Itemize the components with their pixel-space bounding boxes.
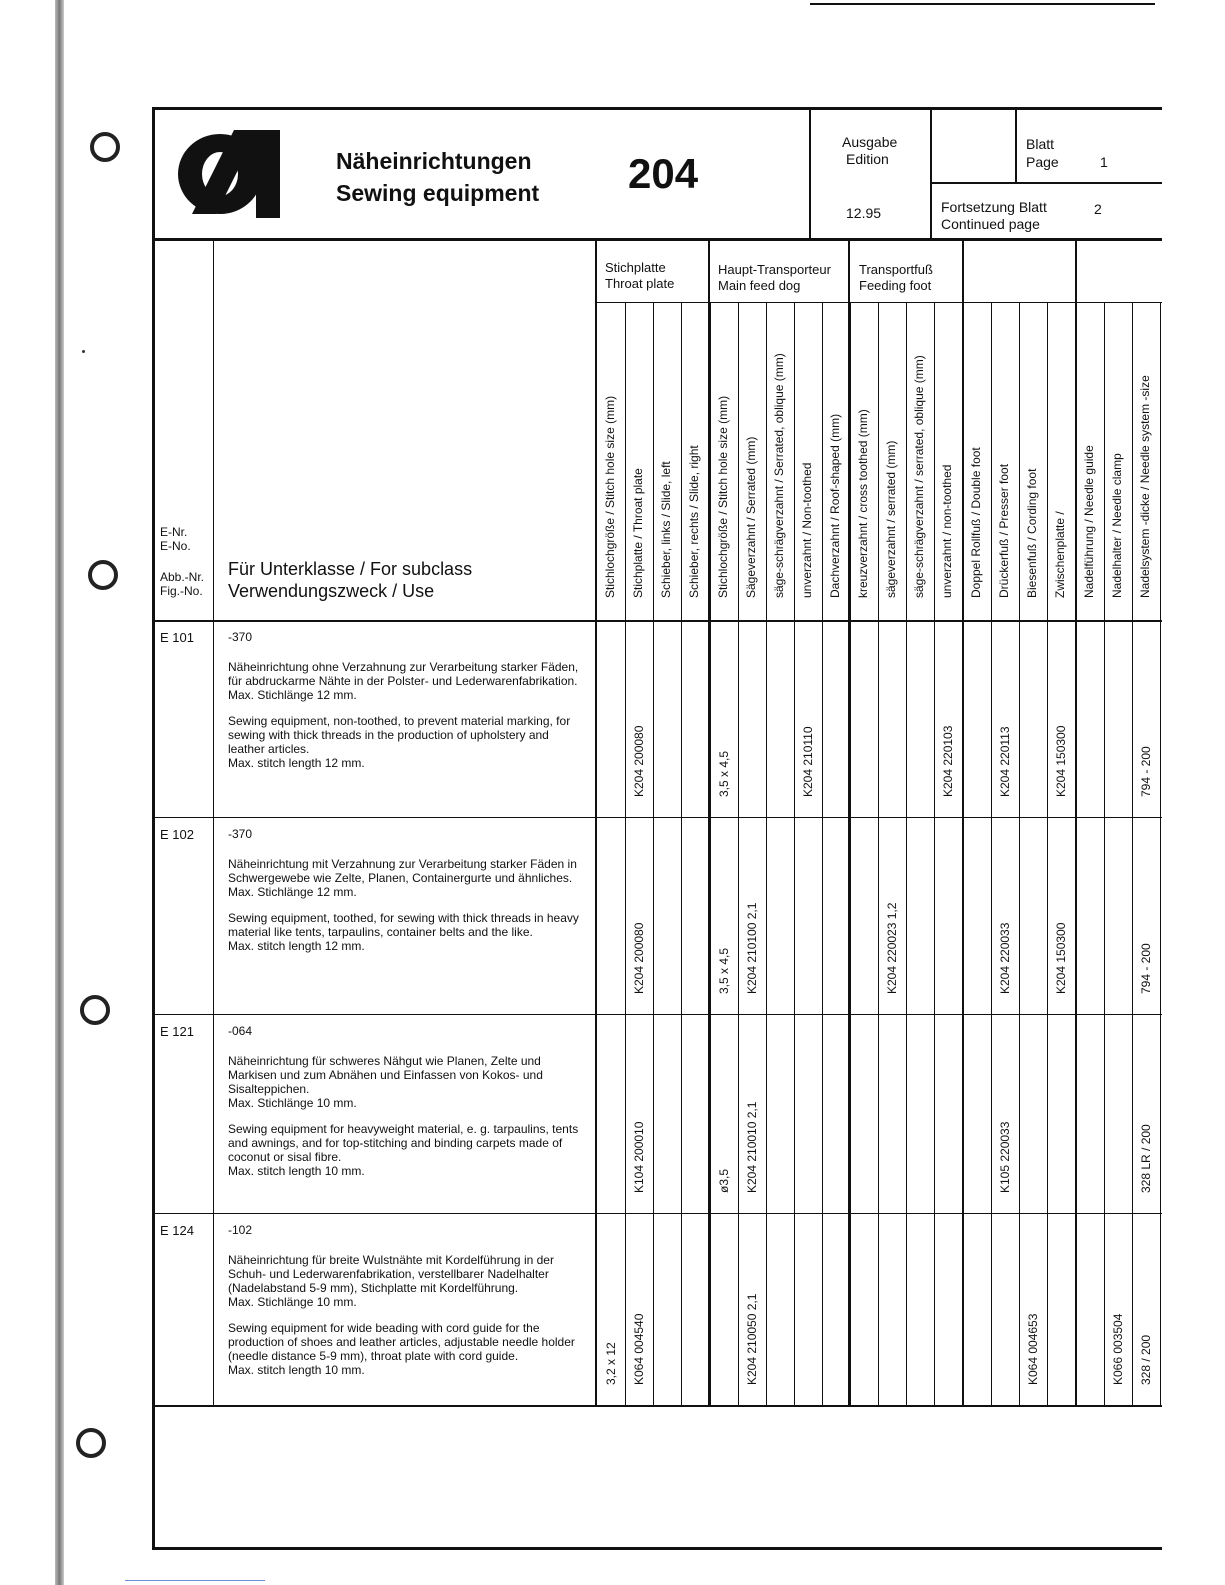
punch-hole [76,1428,106,1458]
row-divider [152,817,1162,818]
cell-value: K204 220033 [998,922,1012,994]
column-line [681,302,682,1405]
column-label: sägeverzahnt / serrated (mm) [884,440,898,598]
company-logo-icon [172,122,290,222]
column-label: Biesenfuß / Cording foot [1025,468,1039,598]
column-line [850,302,851,1405]
cell-value: K104 200010 [632,1121,646,1193]
cell-value: 328 LR / 200 [1139,1124,1153,1193]
column-line [1076,302,1077,1405]
row-text-de: Näheinrichtung für schweres Nähgut wie Planen, Zelte und Markisen und zum Abnähen und Einfassen von Kokos- und Sisalteppichen. [228,1054,543,1096]
group-label-en: Feeding foot [859,278,932,293]
row-description [228,1223,583,1377]
punch-hole [80,995,110,1025]
page-value: 1 [1100,154,1108,170]
column-label: säge-schrägverzahnt / serrated, oblique (mm) [912,355,926,598]
col-divider [595,240,597,1405]
row-len-de: Max. Stichlänge 12 mm. [228,688,357,702]
bottom-edge-line [125,1580,265,1581]
row-text-en: Sewing equipment, non-toothed, to prevent material marking, for sewing with thick threads in the production of upholstery and leather articles. [228,714,571,756]
column-line [1104,302,1105,1405]
punch-hole [90,132,120,162]
row-subclass: -064 [228,1024,253,1038]
column-line [934,302,935,1405]
abb-label-de: Abb.-Nr. [160,570,205,584]
row-subclass: -370 [228,630,253,644]
group-label-de: Haupt-Transporteur [718,262,831,277]
column-line [963,302,964,1405]
column-label: kreuzverzahnt / cross toothed (mm) [856,409,870,598]
scan-speck [82,350,85,353]
column-label: Nadelsystem -dicke / Needle system -size [1138,375,1152,598]
group-feeding-foot [859,262,933,294]
cell-value: K204 220103 [941,725,955,797]
row-id: E 121 [160,1024,194,1039]
row-len-de: Max. Stichlänge 10 mm. [228,1096,357,1110]
row-text-de: Näheinrichtung mit Verzahnung zur Verarbeitung starker Fäden in Schwergewebe wie Zelte, Planen, Containergurte und ähnliches. [228,857,577,885]
table-bottom [152,1405,1162,1407]
header-divider [930,107,932,239]
row-len-en: Max. stitch length 10 mm. [228,1363,365,1377]
column-line [766,302,767,1405]
cell-value: K204 200080 [632,922,646,994]
cell-value: ø3,5 [717,1168,731,1193]
scan-edge-strip [55,0,64,1585]
row-text-en: Sewing equipment for wide beading with cord guide for the production of shoes and leather articles, adjustable needle holder (needle distance 5-9 mm), throat plate with cord guide. [228,1321,575,1363]
cell-value: K066 003504 [1111,1313,1125,1385]
enr-label-en: E-No. [160,539,191,553]
cell-value: K204 220023 1,2 [885,902,899,994]
row-subclass: -102 [228,1223,253,1237]
row-description [228,827,583,953]
column-label: Nadelhalter / Needle clamp [1110,453,1124,598]
title-english: Sewing equipment [336,180,540,206]
group-label-en: Main feed dog [718,278,801,293]
row-len-de: Max. Stichlänge 12 mm. [228,885,357,899]
cell-value: 3,5 x 4,5 [717,947,731,994]
page-label-de: Blatt [1026,136,1055,152]
column-label: unverzahnt / Non-toothed [800,462,814,598]
column-line [710,302,711,1405]
row-id: E 102 [160,827,194,842]
column-line [991,302,992,1405]
cell-value: 794 - 200 [1139,746,1153,797]
column-label: Dachverzahnt / Roof-shaped (mm) [828,413,842,598]
enr-label [160,525,191,553]
row-description [228,1024,583,1178]
cell-value: K204 150300 [1054,725,1068,797]
column-label: Doppel Rollfuß / Double foot [969,447,983,598]
column-label: Schieber, rechts / Slide, right [687,445,701,598]
row-len-en: Max. stitch length 10 mm. [228,1164,365,1178]
cell-value: K064 004653 [1026,1313,1040,1385]
column-line [1019,302,1020,1405]
cell-value: 328 / 200 [1139,1334,1153,1385]
row-len-en: Max. stitch length 12 mm. [228,939,365,953]
column-line [878,302,879,1405]
cell-value: K064 004540 [632,1313,646,1385]
column-label: Schieber, links / Slide, left [659,461,673,598]
column-label: Stichlochgröße / Stitch hole size (mm) [603,395,617,598]
cell-value: K204 210110 [801,726,815,797]
abb-label-en: Fig.-No. [160,584,203,598]
cell-value: K204 210050 2,1 [745,1293,759,1385]
row-text-de: Näheinrichtung ohne Verzahnung zur Verarbeitung starker Fäden, für abdruckarme Nähte in der Polster- und Lederwarenfabrikation. [228,660,579,688]
cell-value: 794 - 200 [1139,943,1153,994]
class-code: 204 [628,150,699,197]
header-divider [809,107,811,239]
col-divider [213,240,214,1405]
column-label: Nadelführung / Needle guide [1082,445,1096,598]
column-label: Stichlochgröße / Stitch hole size (mm) [716,395,730,598]
cell-value: K204 200080 [632,725,646,797]
use-header-label: Verwendungszweck / Use [228,581,435,601]
row-len-de: Max. Stichlänge 10 mm. [228,1295,357,1309]
cell-value: K105 220033 [998,1121,1012,1193]
continued-value: 2 [1094,201,1102,217]
row-id: E 124 [160,1223,194,1238]
row-text-en: Sewing equipment for heavyweight material, e. g. tarpaulins, tents and awnings, and for top-stitching and binding carpets made of coconut or sisal fibre. [228,1122,579,1164]
row-divider [152,1213,1162,1214]
row-len-en: Max. stitch length 12 mm. [228,756,365,770]
title-german: Näheinrichtungen [336,148,532,174]
header-separator [152,238,1162,241]
cell-value: K204 150300 [1054,922,1068,994]
edition-value: 12.95 [846,205,882,221]
group-label-de: Stichplatte [605,260,666,275]
subclass-header: Für Unterklasse / For subclass [228,559,473,579]
row-text-de: Näheinrichtung für breite Wulstnähte mit Kordelführung in der Schuh- und Lederwarenfabrikation, verstellbarer Nadelhalter (Nadelabstand 5-9 mm), Stichplatte mit Kordelführung. [228,1253,554,1295]
column-line [794,302,795,1405]
column-label: Zwischenplatte / [1053,511,1067,598]
abb-label [160,570,204,598]
column-label: Stichplatte / Throat plate [631,468,645,598]
continued-label-en: Continued page [941,216,1040,232]
column-line [906,302,907,1405]
cell-value: K204 210010 2,1 [745,1101,759,1193]
row-subclass: -370 [228,827,253,841]
top-edge-line [810,3,1155,5]
group-main-feed-dog [718,262,831,294]
column-line [1132,302,1133,1405]
page-label-en: Page [1026,154,1059,170]
header-divider [1015,107,1017,182]
column-label: säge-schrägverzahnt / Serrated, oblique (mm) [772,353,786,598]
column-line [653,302,654,1405]
cell-value: K204 220113 [998,726,1012,797]
use-header [228,558,472,602]
row-description [228,630,583,770]
column-line [1160,302,1161,1405]
column-line [625,302,626,1405]
row-divider [152,1014,1162,1015]
header-divider [930,182,1162,184]
column-label: Sägeverzahnt / Serrated (mm) [744,436,758,598]
column-line [822,302,823,1405]
edition-label-de: Ausgabe [842,134,898,150]
enr-label-de: E-Nr. [160,525,188,539]
column-label: unverzahnt / non-toothed [940,464,954,598]
group-label-en: Throat plate [605,276,675,291]
group-throat-plate [605,260,674,292]
cell-value: K204 210100 2,1 [745,902,759,994]
row-text-en: Sewing equipment, toothed, for sewing with thick threads in heavy material like tents, tarpaulins, container belts and the like. [228,911,579,939]
column-line [738,302,739,1405]
cell-value: 3,5 x 4,5 [717,750,731,797]
table-header-bottom [152,620,1162,622]
cell-value: 3,2 x 12 [604,1342,618,1385]
column-label: Drückerfuß / Presser foot [997,463,1011,598]
column-line [1047,302,1048,1405]
group-label-de: Transportfuß [859,262,933,277]
edition-label-en: Edition [846,151,889,167]
continued-label-de: Fortsetzung Blatt [941,199,1047,215]
row-id: E 101 [160,630,194,645]
punch-hole [88,560,118,590]
